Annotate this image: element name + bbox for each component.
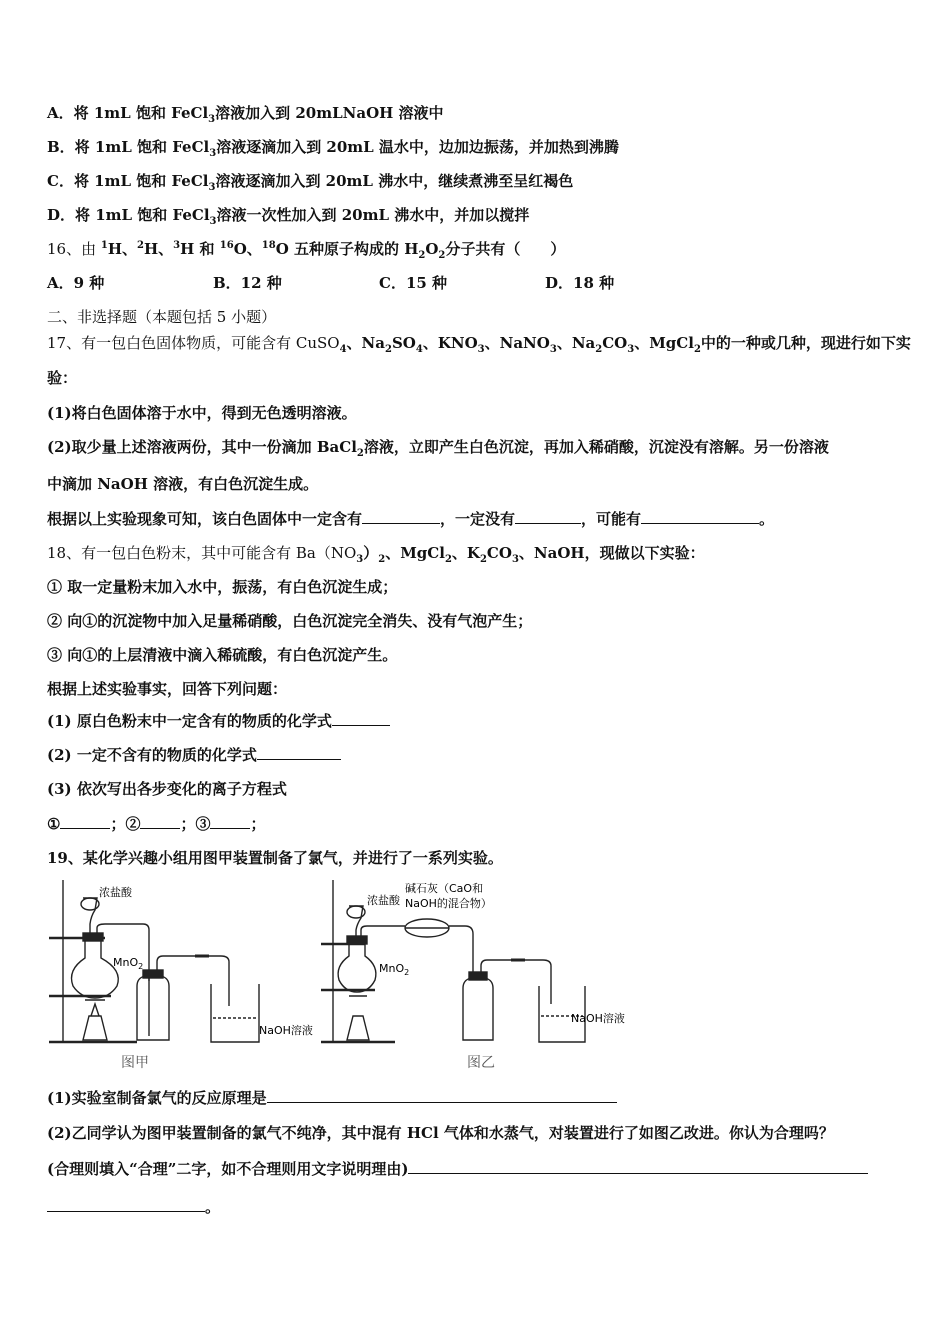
- q15-option-b: B．将 1mL 饱和 FeCl$_3$溶液逐滴加入到 20mL 温水中，边加边振荡，并加热到沸腾: [47, 138, 619, 159]
- q15-option-d: D．将 1mL 饱和 FeCl$_3$溶液一次性加入到 20mL 沸水中，并加以搅拌: [47, 206, 530, 227]
- q18-ask: 根据上述实验事实，回答下列问题：: [47, 680, 288, 698]
- q16-option-a: A．9 种: [47, 274, 105, 292]
- answer-blank[interactable]: [257, 745, 341, 760]
- q16-option-c: C．15 种: [379, 274, 448, 292]
- q15-option-c: C．将 1mL 饱和 FeCl$_3$溶液逐滴加入到 20mL 沸水中，继续煮沸至呈红褐色: [47, 172, 574, 193]
- q18-exp1: ① 取一定量粉末加入水中，振荡，有白色沉淀生成；: [47, 578, 398, 596]
- label-conc-hcl-jia: 浓盐酸: [99, 886, 132, 899]
- q18-equations: ① ；② ；③ ；: [47, 815, 266, 833]
- answer-blank[interactable]: [210, 814, 250, 829]
- q17-intro-cont: 验：: [47, 369, 78, 387]
- label-soda-lime-1: 碱石灰（CaO和: [405, 882, 484, 895]
- answer-blank[interactable]: [332, 711, 390, 726]
- q17-step2: (2)取少量上述溶液两份，其中一份滴加 BaCl$_2$溶液，立即产生白色沉淀，再加入稀硝酸，沉淀没有溶解。另一份溶液: [47, 438, 829, 459]
- q19-sub2-end: 。: [47, 1197, 220, 1217]
- caption-yi: 图乙: [467, 1055, 495, 1071]
- q18-sub1: (1) 原白色粉末中一定含有的物质的化学式: [47, 711, 390, 731]
- label-naoh-jia: NaOH溶液: [259, 1024, 313, 1037]
- q16-option-d: D．18 种: [545, 274, 615, 292]
- q18-exp2: ② 向①的沉淀物中加入足量稀硝酸，白色沉淀完全消失、没有气泡产生；: [47, 612, 533, 630]
- apparatus-figure: [45, 876, 655, 1076]
- answer-blank[interactable]: [47, 1197, 205, 1212]
- q17-conclusion: 根据以上实验现象可知，该白色固体中一定含有 ，一定没有 ，可能有 。: [47, 510, 775, 528]
- q19-sub1: (1)实验室制备氯气的反应原理是: [47, 1088, 617, 1108]
- q19-sub2-cont: (合理则填入“合理”二字，如不合理则用文字说明理由): [47, 1159, 868, 1179]
- q15-option-a: A．将 1mL 饱和 FeCl$_3$溶液加入到 20mLNaOH 溶液中: [47, 104, 444, 125]
- q18-sub2: (2) 一定不含有的物质的化学式: [47, 745, 341, 765]
- q17-step2-cont: 中滴加 NaOH 溶液，有白色沉淀生成。: [47, 475, 319, 493]
- caption-jia: 图甲: [121, 1055, 149, 1071]
- answer-blank[interactable]: [267, 1088, 617, 1103]
- q19-sub2: (2)乙同学认为图甲装置制备的氯气不纯净，其中混有 HCl 气体和水蒸气，对装置进行了如图乙改进。你认为合理吗？: [47, 1124, 834, 1142]
- answer-blank[interactable]: [515, 509, 581, 524]
- label-mno2-jia: MnO$_2$: [113, 956, 144, 971]
- q16-options: [47, 273, 614, 293]
- label-soda-lime-2: NaOH的混合物）: [405, 897, 492, 910]
- q18-sub3: (3) 依次写出各步变化的离子方程式: [47, 780, 287, 798]
- q19-intro: 19、某化学兴趣小组用图甲装置制备了氯气，并进行了一系列实验。: [47, 849, 503, 867]
- q18-exp3: ③ 向①的上层清液中滴入稀硫酸，有白色沉淀产生。: [47, 646, 398, 664]
- answer-blank[interactable]: [641, 509, 759, 524]
- q18-intro: 18、有一包白色粉末，其中可能含有 $Ba(NO_3)_2$、MgCl$_2$、$K_2CO_3$、NaOH，现做以下实验：: [47, 544, 705, 565]
- q17-intro: 17、有一包白色固体物质，可能含有 CuSO$_4$、$Na_2SO_4$、$KNO_3$、NaNO$_3$、$Na_2CO_3$、MgCl$_2$中的一种或几种，现进行如下实: [47, 334, 911, 355]
- answer-blank[interactable]: [362, 509, 440, 524]
- q16-option-b: B．12 种: [213, 274, 282, 292]
- q17-step1: (1)将白色固体溶于水中，得到无色透明溶液。: [47, 404, 357, 422]
- q16-stem: 16、由 $^1$H、$^2$H、$^3$H 和 $^{16}$O、$^{18}$O 五种原子构成的 $H_2O_2$分子共有（ ）: [47, 240, 566, 261]
- answer-blank[interactable]: [140, 814, 180, 829]
- label-conc-hcl-yi: 浓盐酸: [367, 894, 400, 907]
- answer-blank[interactable]: [60, 814, 110, 829]
- label-mno2-yi: MnO$_2$: [379, 962, 410, 977]
- section-heading: 二、非选择题（本题包括 5 小题）: [47, 308, 277, 326]
- apparatus-jia: [49, 880, 259, 1042]
- answer-blank[interactable]: [408, 1159, 868, 1174]
- label-naoh-yi: NaOH溶液: [571, 1012, 625, 1025]
